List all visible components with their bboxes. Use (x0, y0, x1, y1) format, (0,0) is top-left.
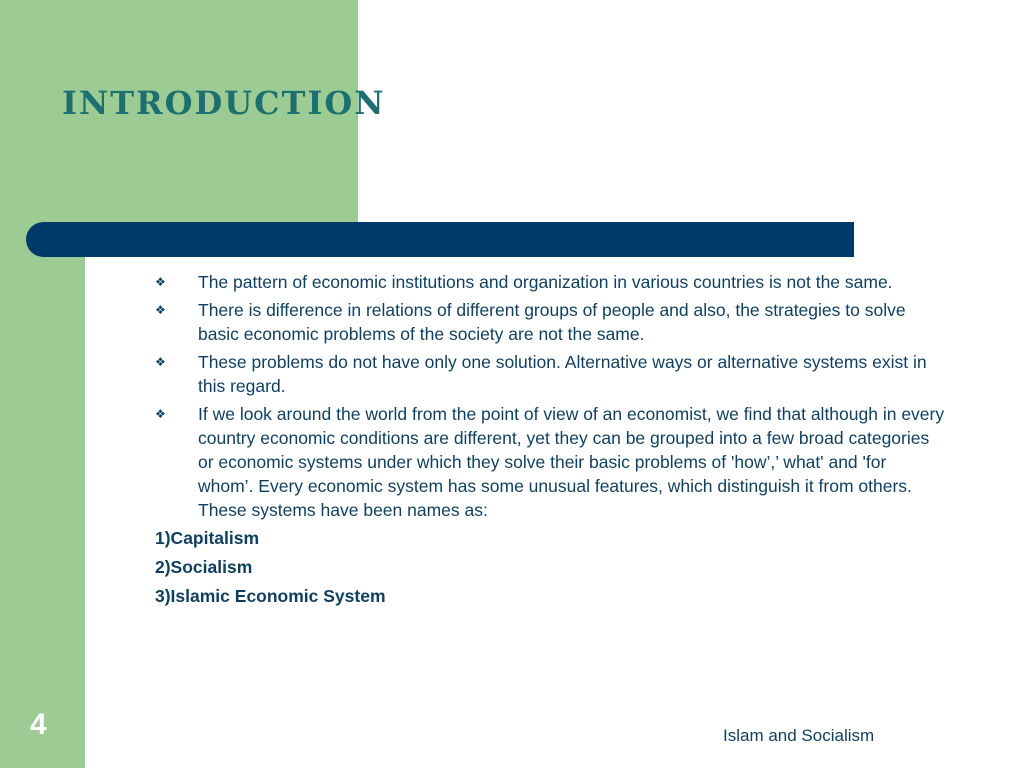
numbered-list (155, 526, 945, 608)
bullet-text: There is difference in relations of different groups of people and also, the strategies to solve basic economic problems of the society are not the same. (198, 300, 906, 344)
bullet-item (155, 270, 945, 294)
diamond-bullet-icon: ❖ (155, 355, 166, 369)
slide-number: 4 (30, 708, 47, 741)
diamond-bullet-icon: ❖ (155, 303, 166, 317)
slide-title: introduction (62, 71, 386, 125)
bullet-text: These problems do not have only one solution. Alternative ways or alternative systems exist in this regard. (198, 352, 927, 396)
slide-content (155, 270, 945, 613)
title-divider-bar (26, 222, 854, 257)
diamond-bullet-icon: ❖ (155, 407, 166, 421)
slide-footer: Islam and Socialism (723, 726, 875, 745)
numbered-item-socialism: 2)Socialism (155, 557, 253, 577)
bullet-item (155, 402, 945, 522)
numbered-item-capitalism: 1)Capitalism (155, 528, 260, 548)
bullet-text: If we look around the world from the point of view of an economist, we find that although in every country economic conditions are different, yet they can be grouped into a few broad categories or economic systems under which they solve their basic problems of 'how’,’ what' and 'for whom’. Every economic system has some unusual features, which distinguish it from others. These systems have been names as: (198, 404, 945, 520)
bullet-list (155, 270, 945, 522)
bullet-text: The pattern of economic institutions and organization in various countries is not the same. (198, 272, 893, 292)
numbered-item-islamic-economic-system: 3)Islamic Economic System (155, 586, 386, 606)
bullet-item (155, 298, 945, 346)
diamond-bullet-icon: ❖ (155, 275, 166, 289)
bullet-item (155, 350, 945, 398)
